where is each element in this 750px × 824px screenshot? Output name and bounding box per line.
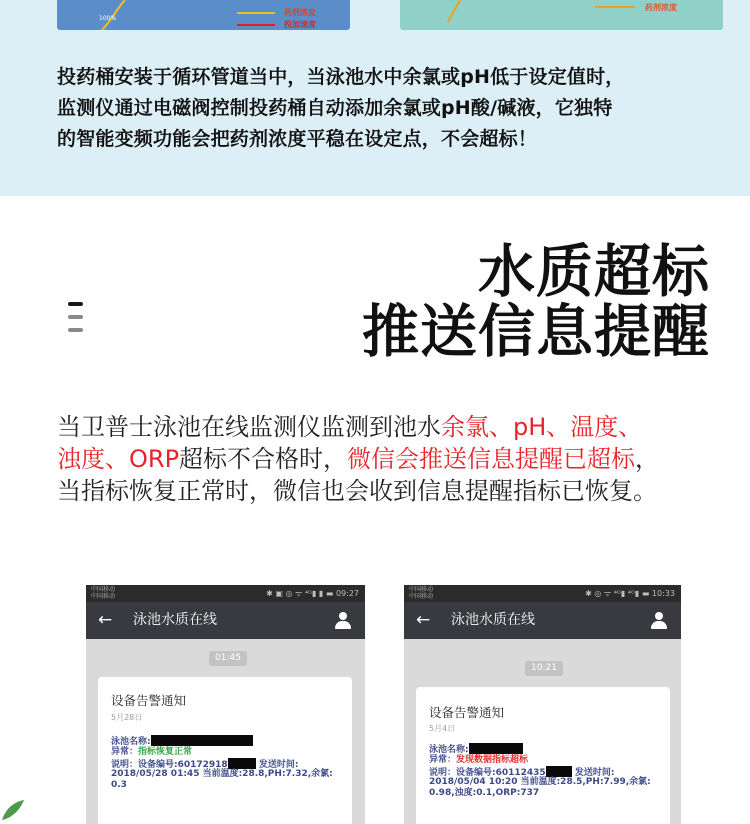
description-line: 投药桶安装于循环管道当中，当泳池水中余氯或pH低于设定值时，	[57, 66, 625, 88]
redacted-block	[546, 766, 572, 777]
carrier-line: 中国移动	[409, 586, 434, 593]
pool-name-label: 泳池名称:	[111, 737, 151, 747]
section-headline-line2: 推送信息提醒	[362, 299, 710, 365]
back-arrow-icon[interactable]: ←	[416, 610, 431, 630]
section-paragraph-line3: 当指标恢复正常时，微信也会收到信息提醒指标已恢复。	[57, 477, 657, 505]
abnormal-value: 指标恢复正常	[138, 747, 193, 757]
alert-date: 5月28日	[111, 713, 143, 722]
dosing-chart-right	[400, 0, 723, 30]
section-headline-line1: 水质超标	[478, 239, 710, 305]
abnormal-label: 异常：	[111, 747, 139, 757]
carrier-label	[91, 586, 115, 600]
legend-label-dosing-speed: 投加速度	[284, 20, 316, 29]
person-icon[interactable]	[335, 612, 351, 629]
readings-line: 2018/05/28 01:45 当前温度:28.8,PH:7.32,余氯:	[111, 769, 333, 779]
carrier-line: 中国移动	[409, 593, 434, 600]
legend-swatch-concentration	[595, 6, 635, 8]
dosing-chart-left	[57, 0, 350, 30]
text-plain: 超标不合格时，	[179, 445, 348, 473]
carrier-line: 中国移动	[91, 593, 116, 600]
status-icons: ✱ ▣ ◎ ᯤ ⁴ᴳ▮ ▮ ▬ 09:27	[266, 589, 359, 598]
pool-name-label: 泳池名称:	[429, 745, 469, 755]
alert-message-card[interactable]	[98, 677, 352, 824]
alert-message-card[interactable]	[416, 687, 670, 824]
description-line: 监测仪通过电磁阀控制投药桶自动添加余氯或pH酸/碱液，它独特	[57, 97, 613, 119]
alert-title: 设备告警通知	[111, 693, 187, 708]
dosing-description	[57, 62, 737, 155]
pool-name-row	[429, 743, 523, 756]
redacted-block	[469, 743, 523, 754]
device-id: 说明：设备编号:60172918	[111, 760, 228, 770]
alert-date: 5月4日	[429, 724, 456, 733]
app-header	[404, 602, 681, 639]
status-icons: ✱ ◎ ᯤ ⁴ᴳ▮ ⁴ᴳ▮ ▬ 10:33	[585, 589, 675, 598]
person-icon[interactable]	[651, 612, 667, 629]
redacted-block	[151, 735, 253, 746]
carrier-label	[409, 586, 433, 600]
section-paragraph-line1	[57, 411, 747, 443]
chart-tick-label: 100%	[99, 15, 117, 22]
app-title: 泳池水质在线	[451, 612, 535, 628]
status-bar	[86, 585, 365, 602]
text-highlight: 微信会推送信息提醒已超标	[347, 445, 636, 473]
abnormal-label: 异常：	[429, 755, 457, 765]
section-paragraph-line2	[57, 443, 747, 475]
back-arrow-icon[interactable]: ←	[98, 610, 113, 630]
legend-label-concentration: 药剂浓度	[645, 3, 677, 12]
text-highlight: 余氯、pH、温度、	[441, 413, 643, 441]
leaf-decoration-icon	[0, 790, 30, 824]
text-plain: 当卫普士泳池在线监测仪监测到池水	[57, 413, 441, 441]
send-time-label: 发送时间:	[574, 768, 615, 778]
pool-name-row	[111, 735, 253, 748]
app-header	[86, 602, 365, 639]
text-plain: ，	[635, 445, 660, 473]
message-time: 10:21	[525, 661, 563, 676]
phone-screenshot-alert	[404, 585, 681, 824]
abnormal-row	[111, 747, 192, 758]
abnormal-row	[429, 755, 528, 766]
readings-line: 0.3	[111, 780, 127, 790]
abnormal-value: 发现数据指标超标	[456, 755, 529, 765]
app-title: 泳池水质在线	[133, 612, 217, 628]
menu-bars-icon	[68, 302, 84, 334]
status-bar	[404, 585, 681, 602]
carrier-line: 中国移动	[91, 586, 116, 593]
send-time-label: 发送时间:	[258, 760, 299, 770]
alert-title: 设备告警通知	[429, 705, 505, 720]
description-line: 的智能变频功能会把药剂浓度平稳在设定点，不会超标！	[57, 128, 538, 150]
phone-screenshot-recovered	[86, 585, 365, 824]
device-id: 说明：设备编号:60112435	[429, 768, 546, 778]
message-time: 01:45	[209, 651, 247, 666]
readings-line: 2018/05/04 10:20 当前温度:28.5,PH:7.99,余氯:	[429, 777, 651, 787]
legend-label-concentration: 药剂浓度	[284, 8, 316, 17]
legend-swatch-dosing-speed	[237, 24, 275, 26]
redacted-block	[228, 758, 256, 769]
top-banner	[0, 0, 750, 196]
readings-line: 0.98,浊度:0.1,ORP:737	[429, 788, 540, 798]
legend-swatch-concentration	[237, 12, 275, 14]
text-highlight: 浊度、ORP	[57, 445, 180, 473]
